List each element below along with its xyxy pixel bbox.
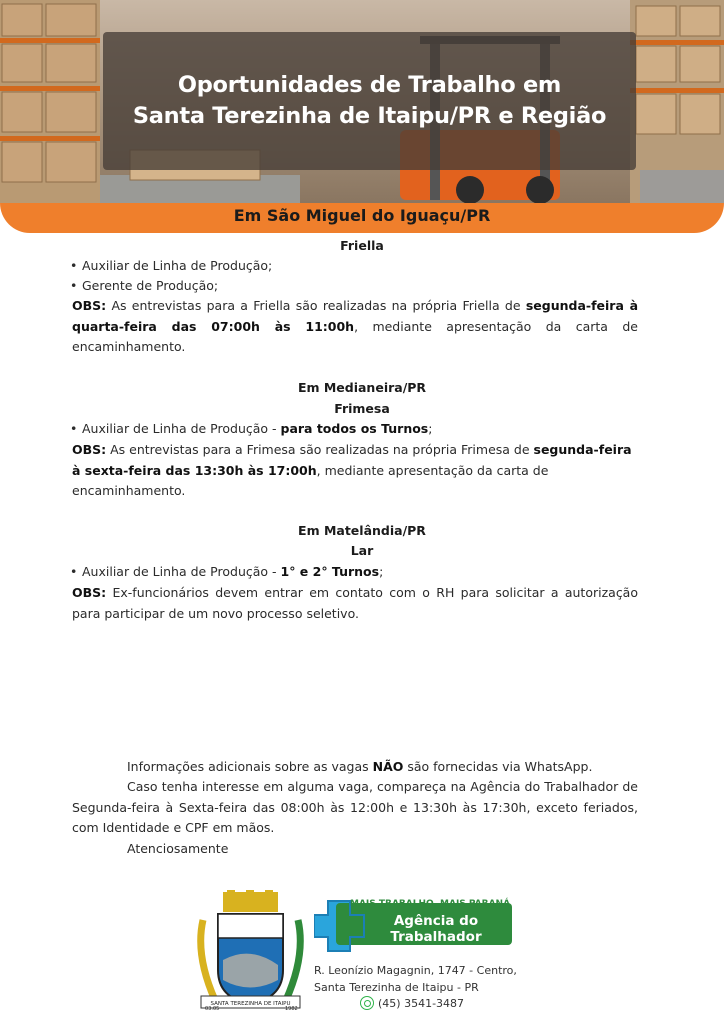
- obs-schedule: segunda-feira à sexta-feira das 13:30h às 17:00h: [72, 442, 632, 478]
- company-heading-friella: Friella: [340, 238, 384, 253]
- address-line-1: R. Leonízio Magagnin, 1747 - Centro,: [314, 964, 517, 977]
- phone-number: (45) 3541-3487: [378, 996, 465, 1010]
- job-item-shift: para todos os Turnos: [280, 421, 429, 436]
- phone-contact[interactable]: [360, 996, 464, 1010]
- job-item: • Gerente de Produção;: [82, 278, 218, 293]
- address: [314, 962, 517, 996]
- job-item: [82, 421, 432, 436]
- page-title: [103, 70, 636, 132]
- agency-slogan: MAIS TRABALHO, MAIS PARANÁ: [350, 899, 511, 909]
- obs-text: Ex-funcionários devem entrar em contato com o RH para solicitar a autorização para participar de um novo processo seletivo.: [72, 585, 638, 621]
- city-heading-medianeira: Em Medianeira/PR: [297, 380, 427, 395]
- job-item-end: ;: [428, 421, 433, 436]
- obs-text: As entrevistas para a Frimesa são realizadas na própria Frimesa de: [106, 442, 534, 457]
- info-whatsapp: [72, 757, 638, 778]
- job-item-text: Auxiliar de Linha de Produção -: [82, 564, 281, 579]
- obs-paragraph-frimesa: [72, 440, 638, 502]
- municipal-seal-icon: [193, 890, 308, 1015]
- seal-text: SANTA TEREZINHA DE ITAIPU: [210, 1001, 291, 1007]
- info-emphasis: NÃO: [372, 759, 404, 774]
- obs-label: OBS:: [72, 298, 107, 313]
- company-heading-lar: Lar: [350, 543, 374, 558]
- title-line-1: Oportunidades de Trabalho em: [177, 72, 562, 98]
- agency-name-1: Agência do: [393, 913, 479, 929]
- agency-name-2: Trabalhador: [390, 929, 482, 945]
- obs-label: OBS:: [72, 442, 107, 457]
- title-line-2: Santa Terezinha de Itaipu/PR e Região: [132, 103, 607, 129]
- obs-paragraph-friella: [72, 296, 638, 358]
- job-item: [82, 564, 383, 579]
- address-line-2: Santa Terezinha de Itaipu - PR: [314, 981, 479, 994]
- company-heading-frimesa: Frimesa: [334, 401, 390, 416]
- obs-label: OBS:: [72, 585, 107, 600]
- seal-year: 1982: [285, 1006, 298, 1012]
- agencia-trabalhador-logo: [314, 893, 512, 959]
- info-closing: Atenciosamente: [127, 841, 229, 856]
- obs-schedule: segunda-feira à quarta-feira das 07:00h às 11:00h: [72, 298, 638, 334]
- obs-paragraph-lar: [72, 583, 638, 624]
- seal-date: 03.05: [205, 1006, 220, 1012]
- info-instructions: Caso tenha interesse em alguma vaga, compareça na Agência do Trabalhador de Segunda-feira à Sexta-feira das 08:00h às 12:00h e 13:30h às 17:30h, exceto feriados, com Identidade e CPF em mãos.: [72, 779, 638, 835]
- city-heading-sao-miguel: Em São Miguel do Iguaçu/PR: [233, 206, 491, 225]
- job-item-text: Auxiliar de Linha de Produção -: [82, 421, 281, 436]
- job-item-end: ;: [379, 564, 384, 579]
- obs-text-end: , mediante apresentação da carta de encaminhamento.: [72, 318, 638, 354]
- obs-text: As entrevistas para a Friella são realizadas na própria Friella de: [106, 298, 526, 313]
- city-heading-matelandia: Em Matelândia/PR: [298, 523, 426, 538]
- job-item: • Auxiliar de Linha de Produção;: [82, 258, 272, 273]
- info-text: Informações adicionais sobre as vagas: [127, 759, 373, 774]
- info-text-end: são fornecidas via WhatsApp.: [403, 759, 593, 774]
- job-item-shift: 1° e 2° Turnos: [280, 564, 380, 579]
- obs-text-end: , mediante apresentação da carta de encaminhamento.: [72, 462, 549, 498]
- whatsapp-icon: [360, 996, 374, 1010]
